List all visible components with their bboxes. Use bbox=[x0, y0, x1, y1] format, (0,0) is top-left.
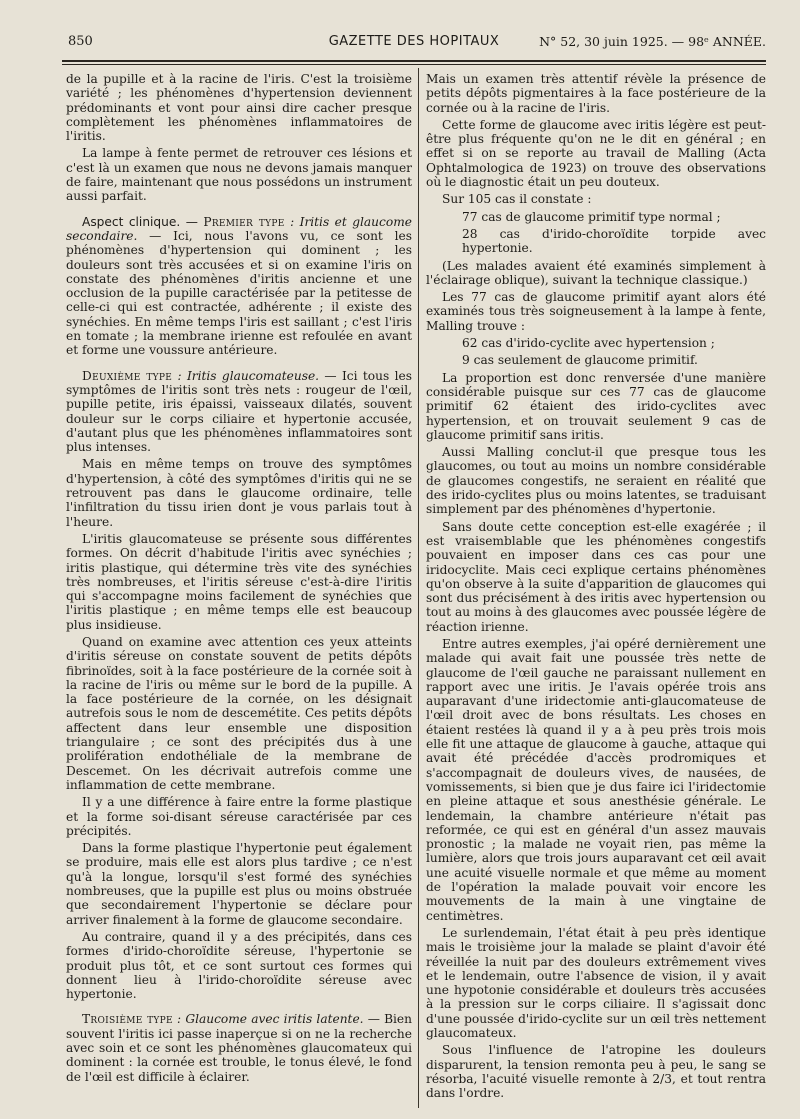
section-deuxieme-type bbox=[66, 369, 412, 455]
section-troisieme-type bbox=[66, 1012, 412, 1083]
header-rule-thin bbox=[62, 64, 766, 65]
paragraph: Mais un examen très attentif révèle la présence de petits dépôts pigmentaires à la face postérieure de la cornée ou à la racine de l'iris. bbox=[426, 72, 766, 115]
paragraph: La lampe à fente permet de retrouver ces lésions et c'est là un examen que nous ne devons jamais manquer de faire, maintenant que nous possédons un instrument aussi parfait. bbox=[66, 146, 412, 204]
left-column bbox=[66, 72, 412, 1087]
list-item: 28 cas d'irido-choroïdite torpide avec hypertonie. bbox=[462, 226, 766, 256]
paragraph: Entre autres exemples, j'ai opéré dernièrement une malade qui avait fait une poussée très nette de glaucome de l'œil gauche ne paraissant nullement en rapport avec une iritis. Je l'avais opérée trois ans auparavant d'une iridectomie anti-glaucomateuse de l'œil droit avec de bons résultats. Les choses en étaient restées là quand il y a à peu près trois mois elle fit une attaque de glaucome à gauche, attaque qui avait été précédée d'accès prodromiques et s'accompagnait de douleurs vives, de nausées, de vomissements, si bien que je dus faire ici l'iridectomie en pleine attaque et sous anesthésie générale. Le lendemain, la chambre antérieure n'était pas reformée, ce qui est en général d'un assez mauvais pronostic ; la malade ne voyait rien, pas même la lumière, alors que trois jours auparavant cet œil avait une acuité visuelle normale et que même au moment de l'opération la malade pouvait voir encore les mouvements de la main à une vingtaine de centimètres. bbox=[426, 636, 766, 923]
type-label: Deuxième type bbox=[82, 368, 173, 383]
section-heading: Aspect clinique. — bbox=[82, 214, 204, 229]
right-column bbox=[426, 72, 766, 1103]
paragraph: (Les malades avaient été examinés simplement à l'éclairage oblique), suivant la technique classique.) bbox=[426, 258, 766, 287]
paragraph: Sans doute cette conception est-elle exagérée ; il est vraisemblable que les phénomènes congestifs pouvaient en imposer dans ces cas pour une iridocyclite. Mais ceci explique certains phénomènes qu'on observe à la suite d'apparition de glaucomes qui sont dus précisément à des iritis avec hypertension ou tout au moins à des glaucomes avec poussée légère de réaction irienne. bbox=[426, 519, 766, 634]
issue-info: N° 52, 30 juin 1925. — 98ᵉ ANNÉE. bbox=[539, 34, 766, 49]
header-rule bbox=[62, 60, 766, 62]
paragraph: La proportion est donc renversée d'une manière considérable puisque sur ces 77 cas de glaucome primitif 62 étaient des irido-cyclites avec hypertension, et on trouvait seulement 9 cas de glaucome primitif sans iritis. bbox=[426, 370, 766, 442]
paragraph: Quand on examine avec attention ces yeux atteints d'iritis séreuse on constate souvent de petits dépôts fibrinoïdes, soit à la face postérieure de la cornée soit à la racine de l'iris ou même sur le bord de la pupille. A la face postérieure de la cornée, on les désignait autrefois sous le nom de descemétite. Ces petits dépôts affectent dans leur ensemble une disposition triangulaire ; ce sont des précipités dus à une prolifération endothéliale de la membrane de Descemet. On les décrivait autrefois comme une inflammation de cette membrane. bbox=[66, 634, 412, 792]
paragraph: Cette forme de glaucome avec iritis légère est peut-être plus fréquente qu'on ne le dit en général ; en effet si on se reporte au travail de Malling (Acta Ophtalmologica de 1923) on trouve des observations où le diagnostic était un peu douteux. bbox=[426, 117, 766, 190]
paragraph: Les 77 cas de glaucome primitif ayant alors été examinés tous très soigneusement à la lampe à fente, Malling trouve : bbox=[426, 290, 766, 333]
paragraph: de la pupille et à la racine de l'iris. C'est la troisième variété ; les phénomènes d'hypertension deviennent prédominants et vont pour ainsi dire cacher presque complètement les phénomènes inflammatoires de l'iritis. bbox=[66, 72, 412, 144]
journal-title: GAZETTE DES HOPITAUX bbox=[328, 34, 500, 49]
page-number: 850 bbox=[68, 34, 93, 49]
paragraph: Mais en même temps on trouve des symptômes d'hypertension, à côté des symptômes d'iritis qui ne se retrouvent pas dans le glaucome ordinaire, telle l'infiltration du tissu irien dont je vous parlais tout à l'heure. bbox=[66, 457, 412, 529]
column-divider bbox=[418, 68, 419, 1108]
paragraph: Au contraire, quand il y a des précipités, dans ces formes d'irido-choroïdite séreuse, l'hypertonie se produit plus tôt, et ce sont surtout ces formes qui donnent lieu à l'irido-choroïdite séreuse avec hypertonie. bbox=[66, 929, 412, 1002]
paragraph-body: — Ici, nous l'avons vu, ce sont les phénomènes d'hypertension qui dominent ; les douleurs sont très accusées et si on examine l'iris on constate des phénomènes d'iritis ancienne et une occlusion de la pupille caractérisée par la petitesse de celle-ci qui est contractée, adhérente ; il existe des synéchies. En même temps l'iris est saillant ; c'est l'iris en tomate ; la membrane irienne est refoulée en avant et forme une voussure antérieure. bbox=[66, 228, 412, 358]
type-title: : Iritis glaucomateuse. bbox=[172, 368, 320, 383]
type-title: : Iritis et glaucome secondaire. bbox=[66, 214, 412, 243]
type-title: : Glaucome avec iritis latente. bbox=[172, 1012, 364, 1027]
paragraph: Sous l'influence de l'atropine les douleurs disparurent, la tension remonta peu à peu, le sang se résorba, l'acuité visuelle remonte à 2/3, et tout rentra dans l'ordre. bbox=[426, 1043, 766, 1101]
paragraph: L'iritis glaucomateuse se présente sous différentes formes. On décrit d'habitude l'iritis avec synéchies ; iritis plastique, qui détermine très vite des synéchies très nombreuses, et l'iritis séreuse c'est-à-dire l'iritis qui s'accompagne moins facilement de synéchies que l'iritis plastique ; en même temps elle est beaucoup plus insidieuse. bbox=[66, 531, 412, 632]
paragraph-body: — Ici tous les symptômes de l'iritis sont très nets : rougeur de l'œil, pupille petite, iris épaissi, vaisseaux dilatés, souvent douleur sur le corps ciliaire et hypertonie accusée, d'autant plus que les phénomènes inflammatoires sont plus intenses. bbox=[66, 368, 412, 455]
paragraph: Le surlendemain, l'état était à peu près identique mais le troisième jour la malade se plaint d'avoir été réveillée la nuit par des douleurs extrêmement vives et le lendemain, outre l'absence de vision, il y avait une hypotonie considérable et douleurs très accusées à la pression sur le corps ciliaire. Il s'agissait donc d'une poussée d'irido-cyclite sur un œil très nettement glaucomateux. bbox=[426, 925, 766, 1040]
paragraph: Sur 105 cas il constate : bbox=[442, 192, 592, 207]
paragraph: Dans la forme plastique l'hypertonie peut également se produire, mais elle est alors plus tardive ; ce n'est qu'à la longue, lorsqu'il s'est formé des synéchies nombreuses, que la pupille est plus ou moins obstruée que secondairement l'hypertonie se déclare pour arriver finalement à la forme de glaucome secondaire. bbox=[66, 841, 412, 927]
page-header bbox=[62, 34, 766, 56]
type-label: Troisième type bbox=[82, 1012, 173, 1027]
paragraph: Il y a une différence à faire entre la forme plastique et la forme soi-disant séreuse caractérisée par ces précipités. bbox=[66, 795, 412, 838]
type-label: Premier type bbox=[203, 214, 285, 229]
list-item: 9 cas seulement de glaucome primitif. bbox=[462, 353, 698, 368]
list-item: 62 cas d'irido-cyclite avec hypertension ; bbox=[462, 336, 715, 351]
list-item: 77 cas de glaucome primitif type normal ; bbox=[462, 209, 721, 224]
paragraph: Aussi Malling conclut-il que presque tous les glaucomes, ou tout au moins un nombre considérable de glaucomes congestifs, ne seraient en réalité que des irido-cyclites plus ou moins latentes, se traduisant simplement par des phénomènes d'hypertonie. bbox=[426, 445, 766, 517]
paragraph-body: — Bien souvent l'iritis ici passe inaperçue si on ne la recherche avec soin et ce sont les phénomènes glaucomateux qui dominent : la cornée est trouble, le tonus élevé, le fond de l'œil est difficile à éclairer. bbox=[66, 1012, 412, 1084]
section-aspect-clinique bbox=[66, 215, 412, 358]
